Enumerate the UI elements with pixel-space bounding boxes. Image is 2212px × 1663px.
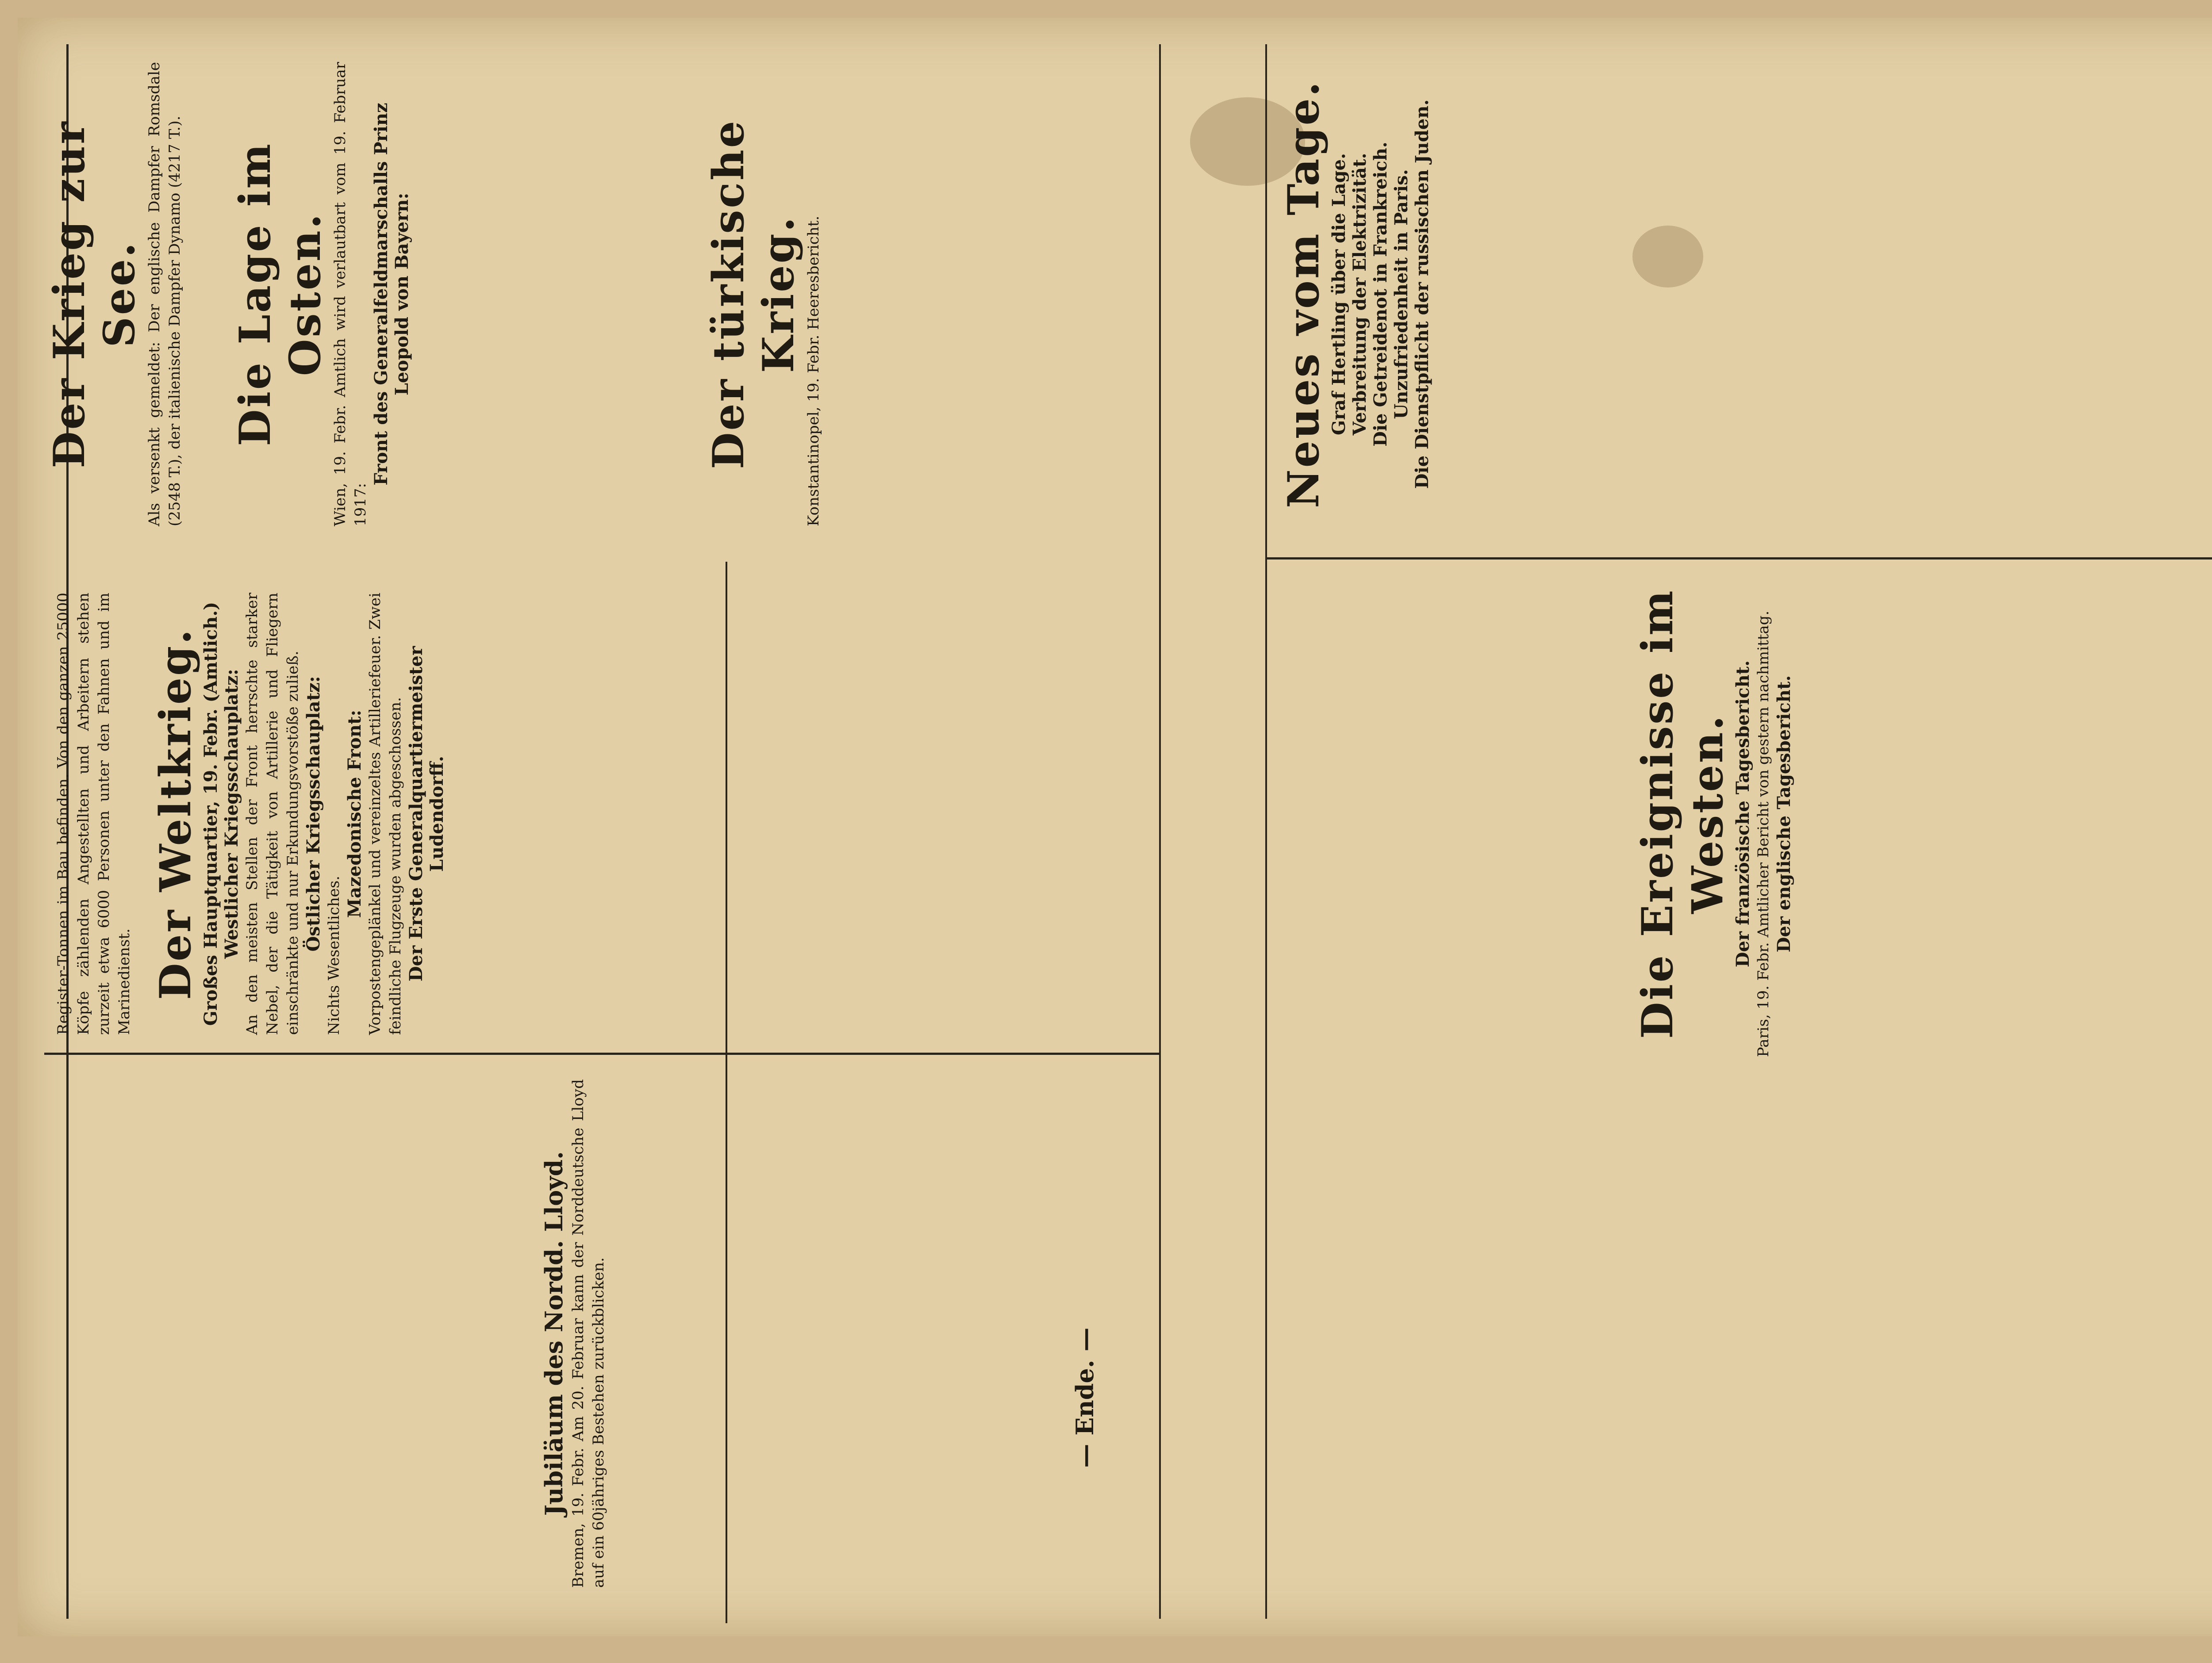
story-end: — Ende. — <box>1071 1327 1099 1468</box>
weltkrieg-maz: Mazedonische Front: <box>344 709 365 918</box>
westen-sub2: Der englische Tagesbericht. <box>1774 675 1794 953</box>
neues-sub4: Unzufriedenheit in Paris. <box>1391 169 1412 419</box>
neues-section <box>1279 62 1432 526</box>
neues-sub: Graf Hertling über die Lage. <box>1329 153 1349 435</box>
section-rule <box>44 1053 1159 1055</box>
column-rule <box>1159 44 1161 1619</box>
weltkrieg-maz-text: Vorpostengeplänkel und vereinzeltes Artilleriefeuer. Zwei feindliche Flugzeuge wurden abgeschossen. <box>366 593 404 1035</box>
osten-front: Front des Generalfeldmarschalls Prinz Leopold von Bayern: <box>371 103 412 486</box>
westen-section <box>1632 571 1794 1057</box>
osten-text: Wien, 19. Febr. Amtlich wird verlautbart vom 19. Februar 1917: <box>331 62 369 526</box>
see-section <box>44 62 185 526</box>
see-title: Der Krieg zur See. <box>44 120 144 468</box>
tuerk-title: Der türkische Krieg. <box>703 119 803 469</box>
column-rule <box>726 562 727 1623</box>
weltkrieg-sign: Der Erste Generalquartiermeister Ludendorff. <box>406 646 447 982</box>
weltkrieg-ost-text: Nichts Wesentliches. <box>325 876 343 1035</box>
lloyd-section <box>540 1079 609 1588</box>
tuerk-text: Konstantinopel, 19. Febr. Heeresbericht. <box>805 215 822 526</box>
osten-section <box>230 62 412 526</box>
westen-sub: Der französische Tagesbericht. <box>1732 660 1753 968</box>
weltkrieg-west-text: An den meisten Stellen der Front herrschte starker Nebel, der die Tätigkeit von Artillerie und Fliegern einschränkte und nur Erkundungsvorstöße zuließ. <box>243 593 302 1035</box>
westen-text: Paris, 19. Febr. Amtlicher Bericht von gestern nachmittag. <box>1755 610 1772 1057</box>
story-section <box>1071 1265 1099 1530</box>
top-fragment <box>53 593 134 1035</box>
section-rule <box>1265 557 2212 559</box>
lloyd-text: Bremen, 19. Febr. Am 20. Februar kann der Norddeutsche Lloyd auf ein 60jähriges Bestehen zurückblicken. <box>569 1079 607 1588</box>
weltkrieg-section <box>150 593 447 1035</box>
osten-title: Die Lage im Osten. <box>230 142 330 446</box>
see-text: Als versenkt gemeldet: Der englische Dampfer Romsdale (2548 T.), der italienische Dampfer Dynamo (4217 T.). <box>146 62 184 526</box>
neues-title: Neues vom Tage. <box>1279 80 1329 509</box>
weltkrieg-west: Westlicher Kriegsschauplatz: <box>221 669 242 959</box>
neues-sub3: Die Getreidenot in Frankreich. <box>1370 142 1391 447</box>
westen-title: Die Ereignisse im Westen. <box>1632 589 1732 1039</box>
tuerk-section <box>703 62 824 526</box>
weltkrieg-hq: Großes Hauptquartier, 19. Febr. (Amtlich.) <box>200 602 221 1026</box>
neues-sub5: Die Dienstpflicht der russischen Juden. <box>1412 99 1432 489</box>
paper-stain <box>1632 226 1703 287</box>
newspaper-page <box>18 18 2212 1636</box>
column-rule <box>1265 44 1267 1619</box>
lloyd-title: Jubiläum des Nordd. Lloyd. <box>540 1151 568 1516</box>
weltkrieg-ost: Östlicher Kriegsschauplatz: <box>303 676 324 952</box>
fragment-text: Register-Tonnen im Bau befinden. Von den ganzen 25000 Köpfe zählenden Angestellten und Arbeitern stehen zurzeit etwa 6000 Personen unter den Fahnen und im Marinedienst. <box>54 593 133 1035</box>
weltkrieg-title: Der Weltkrieg. <box>150 628 200 1000</box>
neues-sub2: Verbreitung der Elektrizität. <box>1349 153 1370 436</box>
